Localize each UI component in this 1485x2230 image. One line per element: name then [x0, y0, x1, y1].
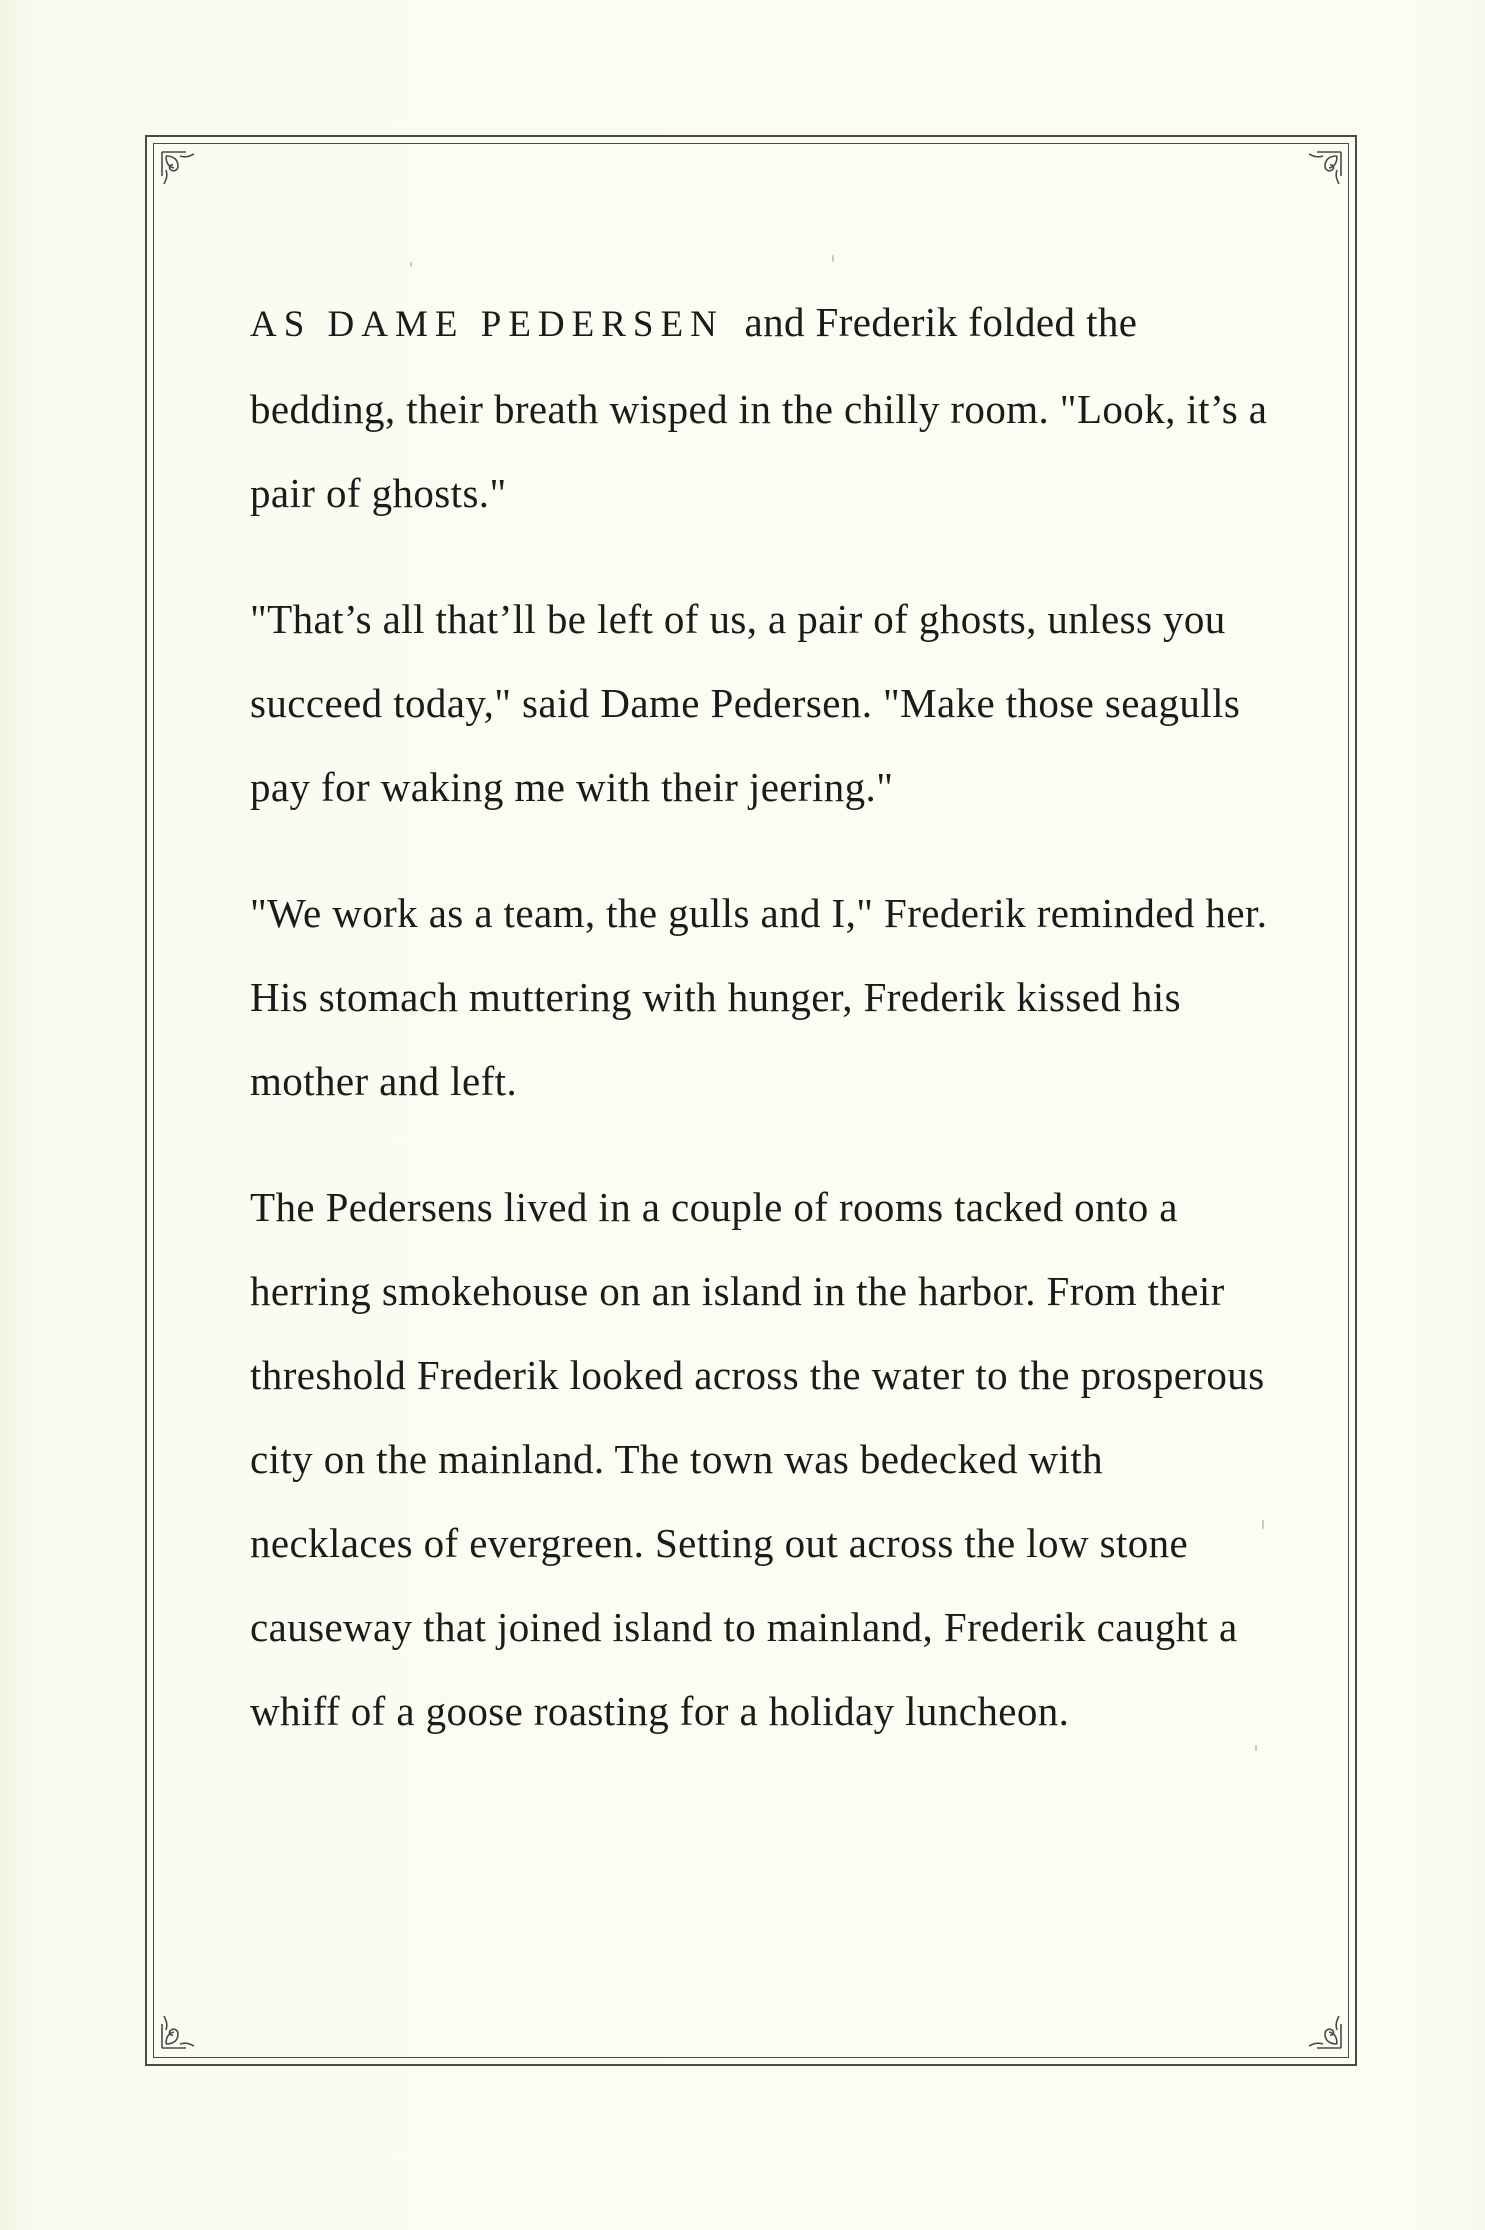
- opening-paragraph: [250, 280, 1270, 535]
- story-paragraph: The Pedersens lived in a couple of rooms tacked onto a herring smokehouse on an island in the harbor. From their threshold Frederik looked across the water to the prosperous city on the mainland. The town was bedecked with necklaces of evergreen. Setting out across the low stone causeway that joined island to mainland, Frederik caught a whiff of a goose roasting for a holiday luncheon.: [250, 1184, 1265, 1734]
- story-paragraph: "That’s all that’ll be left of us, a pair of ghosts, unless you succeed today," said Dame Pedersen. "Make those seagulls pay for waking me with their jeering.": [250, 596, 1241, 810]
- corner-flourish-icon: [1301, 2008, 1343, 2050]
- corner-flourish-icon: [1301, 150, 1343, 192]
- corner-flourish-icon: [160, 150, 202, 192]
- opening-text: and Frederik folded the bedding, their breath wisped in the chilly room. "Look, it’s a pair of ghosts.": [250, 299, 1268, 516]
- paper-speck: [410, 262, 412, 267]
- paper-speck: [832, 255, 834, 262]
- corner-flourish-icon: [160, 2008, 202, 2050]
- story-paragraph: "We work as a team, the gulls and I," Frederik reminded her. His stomach muttering with hunger, Frederik kissed his mother and left.: [250, 890, 1268, 1104]
- opening-small-caps: AS DAME PEDERSEN: [250, 304, 724, 345]
- story-text: [250, 280, 1270, 1753]
